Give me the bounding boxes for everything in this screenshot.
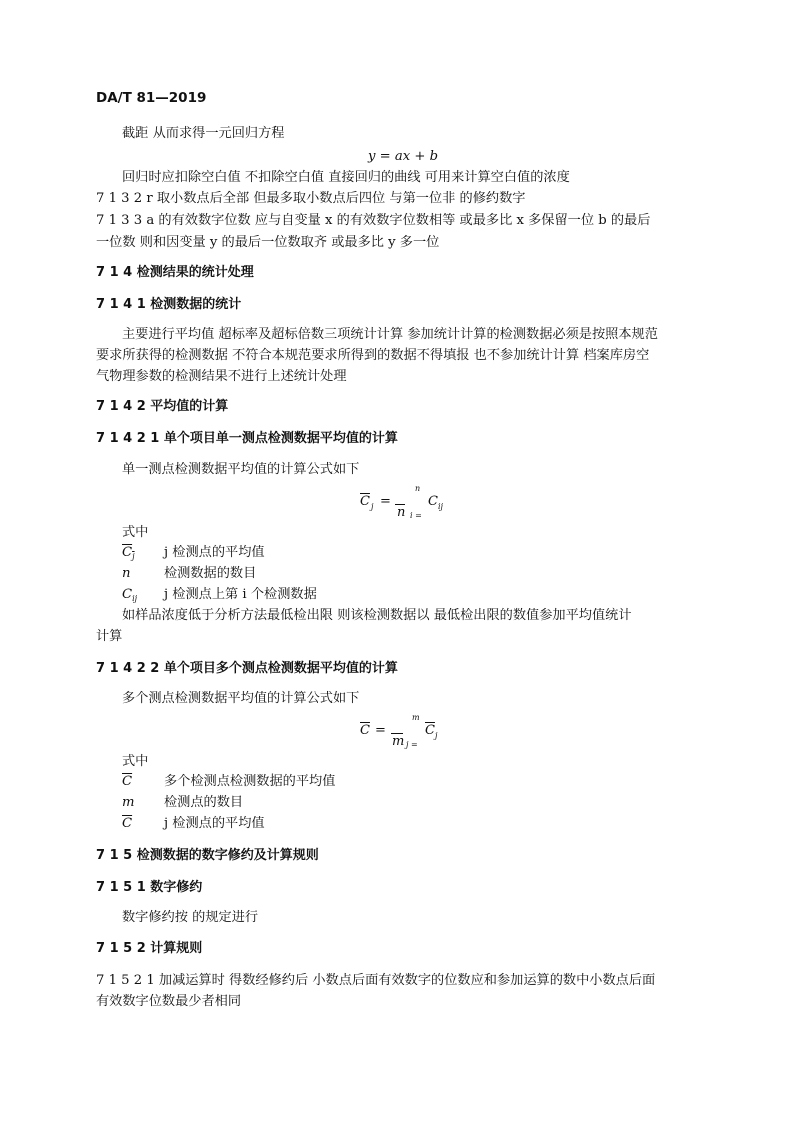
paragraph-line: 有效数字位数最少者相同 [96,994,242,1009]
paragraph-line: 数字修约按 的规定进行 [122,910,259,925]
definition-symbol [122,544,135,566]
definition-symbol [122,586,137,608]
definition-symbol: n [122,566,131,581]
clause-7-1-3-3: 7 1 3 3 a 的有效数字位数 应与自变量 x 的有效数字位数相等 或最多比 x 多保留一位 b 的最后 [96,213,651,228]
definition-text: j 检测点的平均值 [164,816,265,831]
text-line: 回归时应扣除空白值 不扣除空白值 直接回归的曲线 可用来计算空白值的浓度 [122,170,570,185]
heading-7-1-4-2-1: 7 1 4 2 1 单个项目单一测点检测数据平均值的计算 [96,431,398,446]
formula-intro: 单一测点检测数据平均值的计算公式如下 [122,462,360,477]
formula-symbol: $\overline{C}$ [360,723,370,738]
sum-upper-limit: n [415,484,421,493]
symbol-subscript: j [132,552,135,561]
formula-subscript: j [371,502,374,511]
heading-7-1-5: 7 1 5 检测数据的数字修约及计算规则 [96,848,319,863]
regression-equation: y = ax + b [368,149,439,164]
formula-equals: = [375,723,386,738]
definition-symbol: $\overline{C}$ [122,816,133,831]
formula-intro: 多个测点检测数据平均值的计算公式如下 [122,691,360,706]
formula-symbol: $\overline{C}$ [425,723,435,738]
sum-upper-limit: m [412,713,420,722]
paragraph-line: 要求所获得的检测数据 不符合本规范要求所得到的数据不得填报 也不参加统计计算 档案库房空 [96,348,650,363]
definition-text: 检测点的数目 [164,795,244,810]
formula-symbol: C [428,494,438,509]
formula-equals: = [380,494,391,509]
fraction-denominator: m [392,734,405,749]
formula-subscript: ij [438,502,444,511]
paragraph-line: 计算 [96,629,123,644]
heading-7-1-4: 7 1 4 检测结果的统计处理 [96,265,254,280]
fraction-denominator: n [397,505,406,520]
heading-7-1-5-2: 7 1 5 2 计算规则 [96,941,203,956]
definition-text: j 检测点上第 i 个检测数据 [164,587,317,602]
clause-7-1-5-2-1: 7 1 5 2 1 加减运算时 得数经修约后 小数点后面有效数字的位数应和参加运算的数中小数点后面 [96,973,656,988]
definition-text: 多个检测点检测数据的平均值 [164,774,336,789]
text-line: 一位数 则和因变量 y 的最后一位数取齐 或最多比 y 多一位 [96,235,440,250]
paragraph-line: 气物理参数的检测结果不进行上述统计处理 [96,369,347,384]
sum-lower-limit: i = [410,511,422,520]
paragraph-line: 如样品浓度低于分析方法最低检出限 则该检测数据以 最低检出限的数值参加平均值统计 [122,608,632,623]
heading-7-1-4-2-2: 7 1 4 2 2 单个项目多个测点检测数据平均值的计算 [96,661,398,676]
paragraph-line: 主要进行平均值 超标率及超标倍数三项统计计算 参加统计计算的检测数据必须是按照本规范 [122,327,658,342]
formula-symbol: $\overline{C}$ [360,494,370,509]
where-label: 式中 [122,525,149,540]
standard-number: DA/T 81—2019 [96,90,207,106]
clause-7-1-3-2: 7 1 3 2 r 取小数点后全部 但最多取小数点后四位 与第一位非 的修约数字 [96,191,526,206]
definition-symbol: m [122,795,135,810]
formula-subscript: j [435,731,438,740]
definition-text: j 检测点的平均值 [164,545,265,560]
symbol-letter: C [122,545,133,560]
sum-lower-limit: j = [406,740,418,749]
definition-text: 检测数据的数目 [164,566,257,581]
symbol-subscript: ij [132,594,138,603]
text-line: 截距 从而求得一元回归方程 [122,126,285,141]
where-label: 式中 [122,754,149,769]
definition-symbol: $\overline{C}$ [122,774,133,789]
heading-7-1-4-2: 7 1 4 2 平均值的计算 [96,399,229,414]
heading-7-1-4-1: 7 1 4 1 检测数据的统计 [96,297,242,312]
heading-7-1-5-1: 7 1 5 1 数字修约 [96,880,203,895]
symbol-letter: C [122,587,133,602]
